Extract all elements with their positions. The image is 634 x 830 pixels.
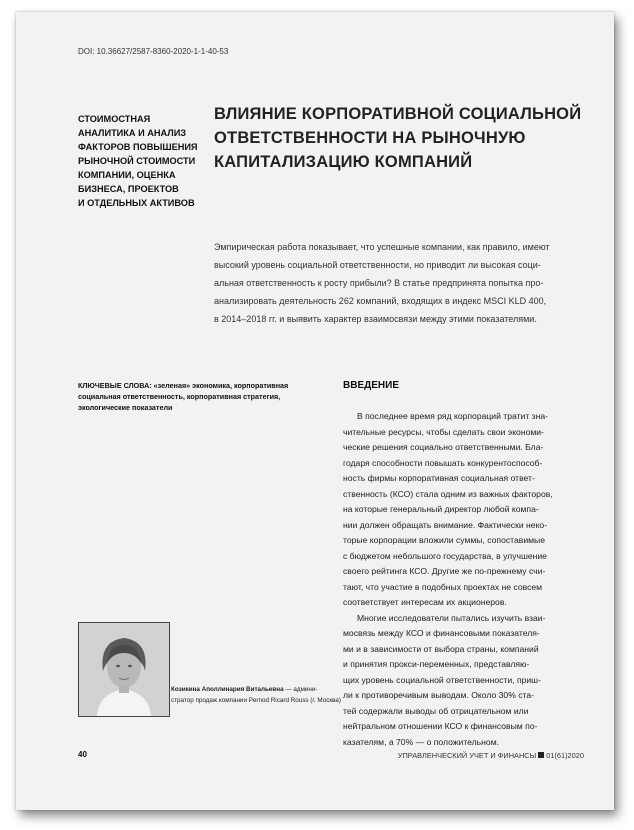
section-line: СТОИМОСТНАЯ: [78, 114, 151, 124]
body-line: мосвязь между КСО и финансовыми показателя-: [343, 628, 540, 638]
page-sheet: [16, 12, 614, 810]
abstract: [214, 238, 602, 328]
doi-label: DOI: 10.36627/2587-8360-2020-1-1-40-53: [78, 47, 229, 56]
body-line: ность фирмы корпоративная социальная ответ-: [343, 473, 535, 483]
body-line: торые корпорации вложили суммы, сопоставимые: [343, 535, 545, 545]
title-line: КАПИТАЛИЗАЦИЮ КОМПАНИЙ: [214, 153, 473, 171]
body-line: щих уровень социальной ответственности, приш-: [343, 674, 541, 685]
author-name: Козикина Аполлинария Витальевна: [171, 686, 284, 693]
body-line: соответствует интересам их акционеров.: [343, 597, 507, 607]
body-line: Многие исследователи пытались изучить взаи-: [357, 612, 546, 623]
author-photo: [78, 622, 170, 717]
separator-square-icon: [538, 752, 544, 758]
journal-footer: [398, 751, 584, 760]
body-line: нейтральном отношении КСО к финансовым по-: [343, 721, 538, 731]
intro-heading: ВВЕДЕНИЕ: [343, 380, 399, 391]
body-line: ческие решения социально ответственными. Бла-: [343, 442, 544, 452]
author-role-start: — админи-: [283, 686, 318, 693]
abstract-line: в 2014–2018 гг. и выявить характер взаимосвязи между этими показателями.: [214, 314, 537, 324]
author-info: [171, 685, 342, 706]
body-line: на которые генеральный директор любой компа-: [343, 504, 539, 514]
body-line: чительные ресурсы, чтобы сделать свои экономи-: [343, 426, 544, 437]
body-line: с бюджетом небольшого государства, в улучшение: [343, 550, 547, 561]
section-line: КОМПАНИИ, ОЦЕНКА: [78, 170, 176, 180]
author-portrait: [79, 623, 169, 716]
abstract-line: анализировать деятельность 262 компаний, входящих в индекс MSCI KLD 400,: [214, 296, 547, 306]
abstract-line: Эмпирическая работа показывает, что успешные компании, как правило, имеют: [214, 242, 550, 252]
section-line: ФАКТОРОВ ПОВЫШЕНИЯ: [78, 142, 198, 152]
journal-issue: 01(61)2020: [546, 751, 584, 760]
section-line: АНАЛИТИКА И АНАЛИЗ: [78, 128, 187, 138]
body-line: ственность (КСО) стала одним из важных факторов,: [343, 488, 553, 499]
title-line: ВЛИЯНИЕ КОРПОРАТИВНОЙ СОЦИАЛЬНОЙ: [214, 105, 582, 123]
page-number: 40: [78, 750, 87, 759]
body-line: ли к противоречивым выводам. Около 30% ста-: [343, 690, 535, 700]
section-line: БИЗНЕСА, ПРОЕКТОВ: [78, 184, 179, 194]
section-rubric: [78, 112, 210, 210]
body-line: годаря способности повышать конкурентоспособ-: [343, 457, 543, 468]
body-line: своего рейтинга КСО. Другие же по-прежнему счи-: [343, 566, 546, 576]
keywords-line: социальная ответственность, корпоративная стратегия,: [78, 392, 281, 401]
section-line: И ОТДЕЛЬНЫХ АКТИВОВ: [78, 198, 195, 208]
body-text: [343, 409, 605, 750]
article-title: [214, 102, 594, 174]
keywords: [78, 380, 328, 413]
body-line: тают, что участие в подобных проектах не совсем: [343, 581, 543, 592]
body-line: В последнее время ряд корпораций тратит зна-: [357, 411, 548, 421]
section-line: РЫНОЧНОЙ СТОИМОСТИ: [78, 156, 196, 166]
abstract-line: высокий уровень социальной ответственности, но приводит ли высокая соци-: [214, 260, 541, 270]
body-line: тей содержали выводы об отрицательном или: [343, 705, 529, 716]
abstract-line: альная ответственность к росту прибыли? В статье предпринята попытка про-: [214, 278, 544, 288]
keywords-line: КЛЮЧЕВЫЕ СЛОВА: «зеленая» экономика, корпоративная: [78, 381, 289, 390]
body-line: ми и в зависимости от выбора страны, компаний: [343, 643, 539, 654]
journal-name: УПРАВЛЕНЧЕСКИЙ УЧЕТ И ФИНАНСЫ: [397, 751, 537, 760]
author-role: стратор продаж компании Pernod Ricard Rouss (г. Москва): [171, 696, 342, 704]
body-line: и принятия прокси-переменных, представляю-: [343, 659, 530, 669]
body-line: казателям, а 70% — о положительном.: [343, 736, 499, 747]
body-line: нии должен обращать внимание. Фактически неко-: [343, 519, 548, 530]
title-line: ОТВЕТСТВЕННОСТИ НА РЫНОЧНУЮ: [214, 129, 526, 147]
author-line: [171, 685, 336, 696]
keywords-line: экологические показатели: [78, 403, 173, 412]
